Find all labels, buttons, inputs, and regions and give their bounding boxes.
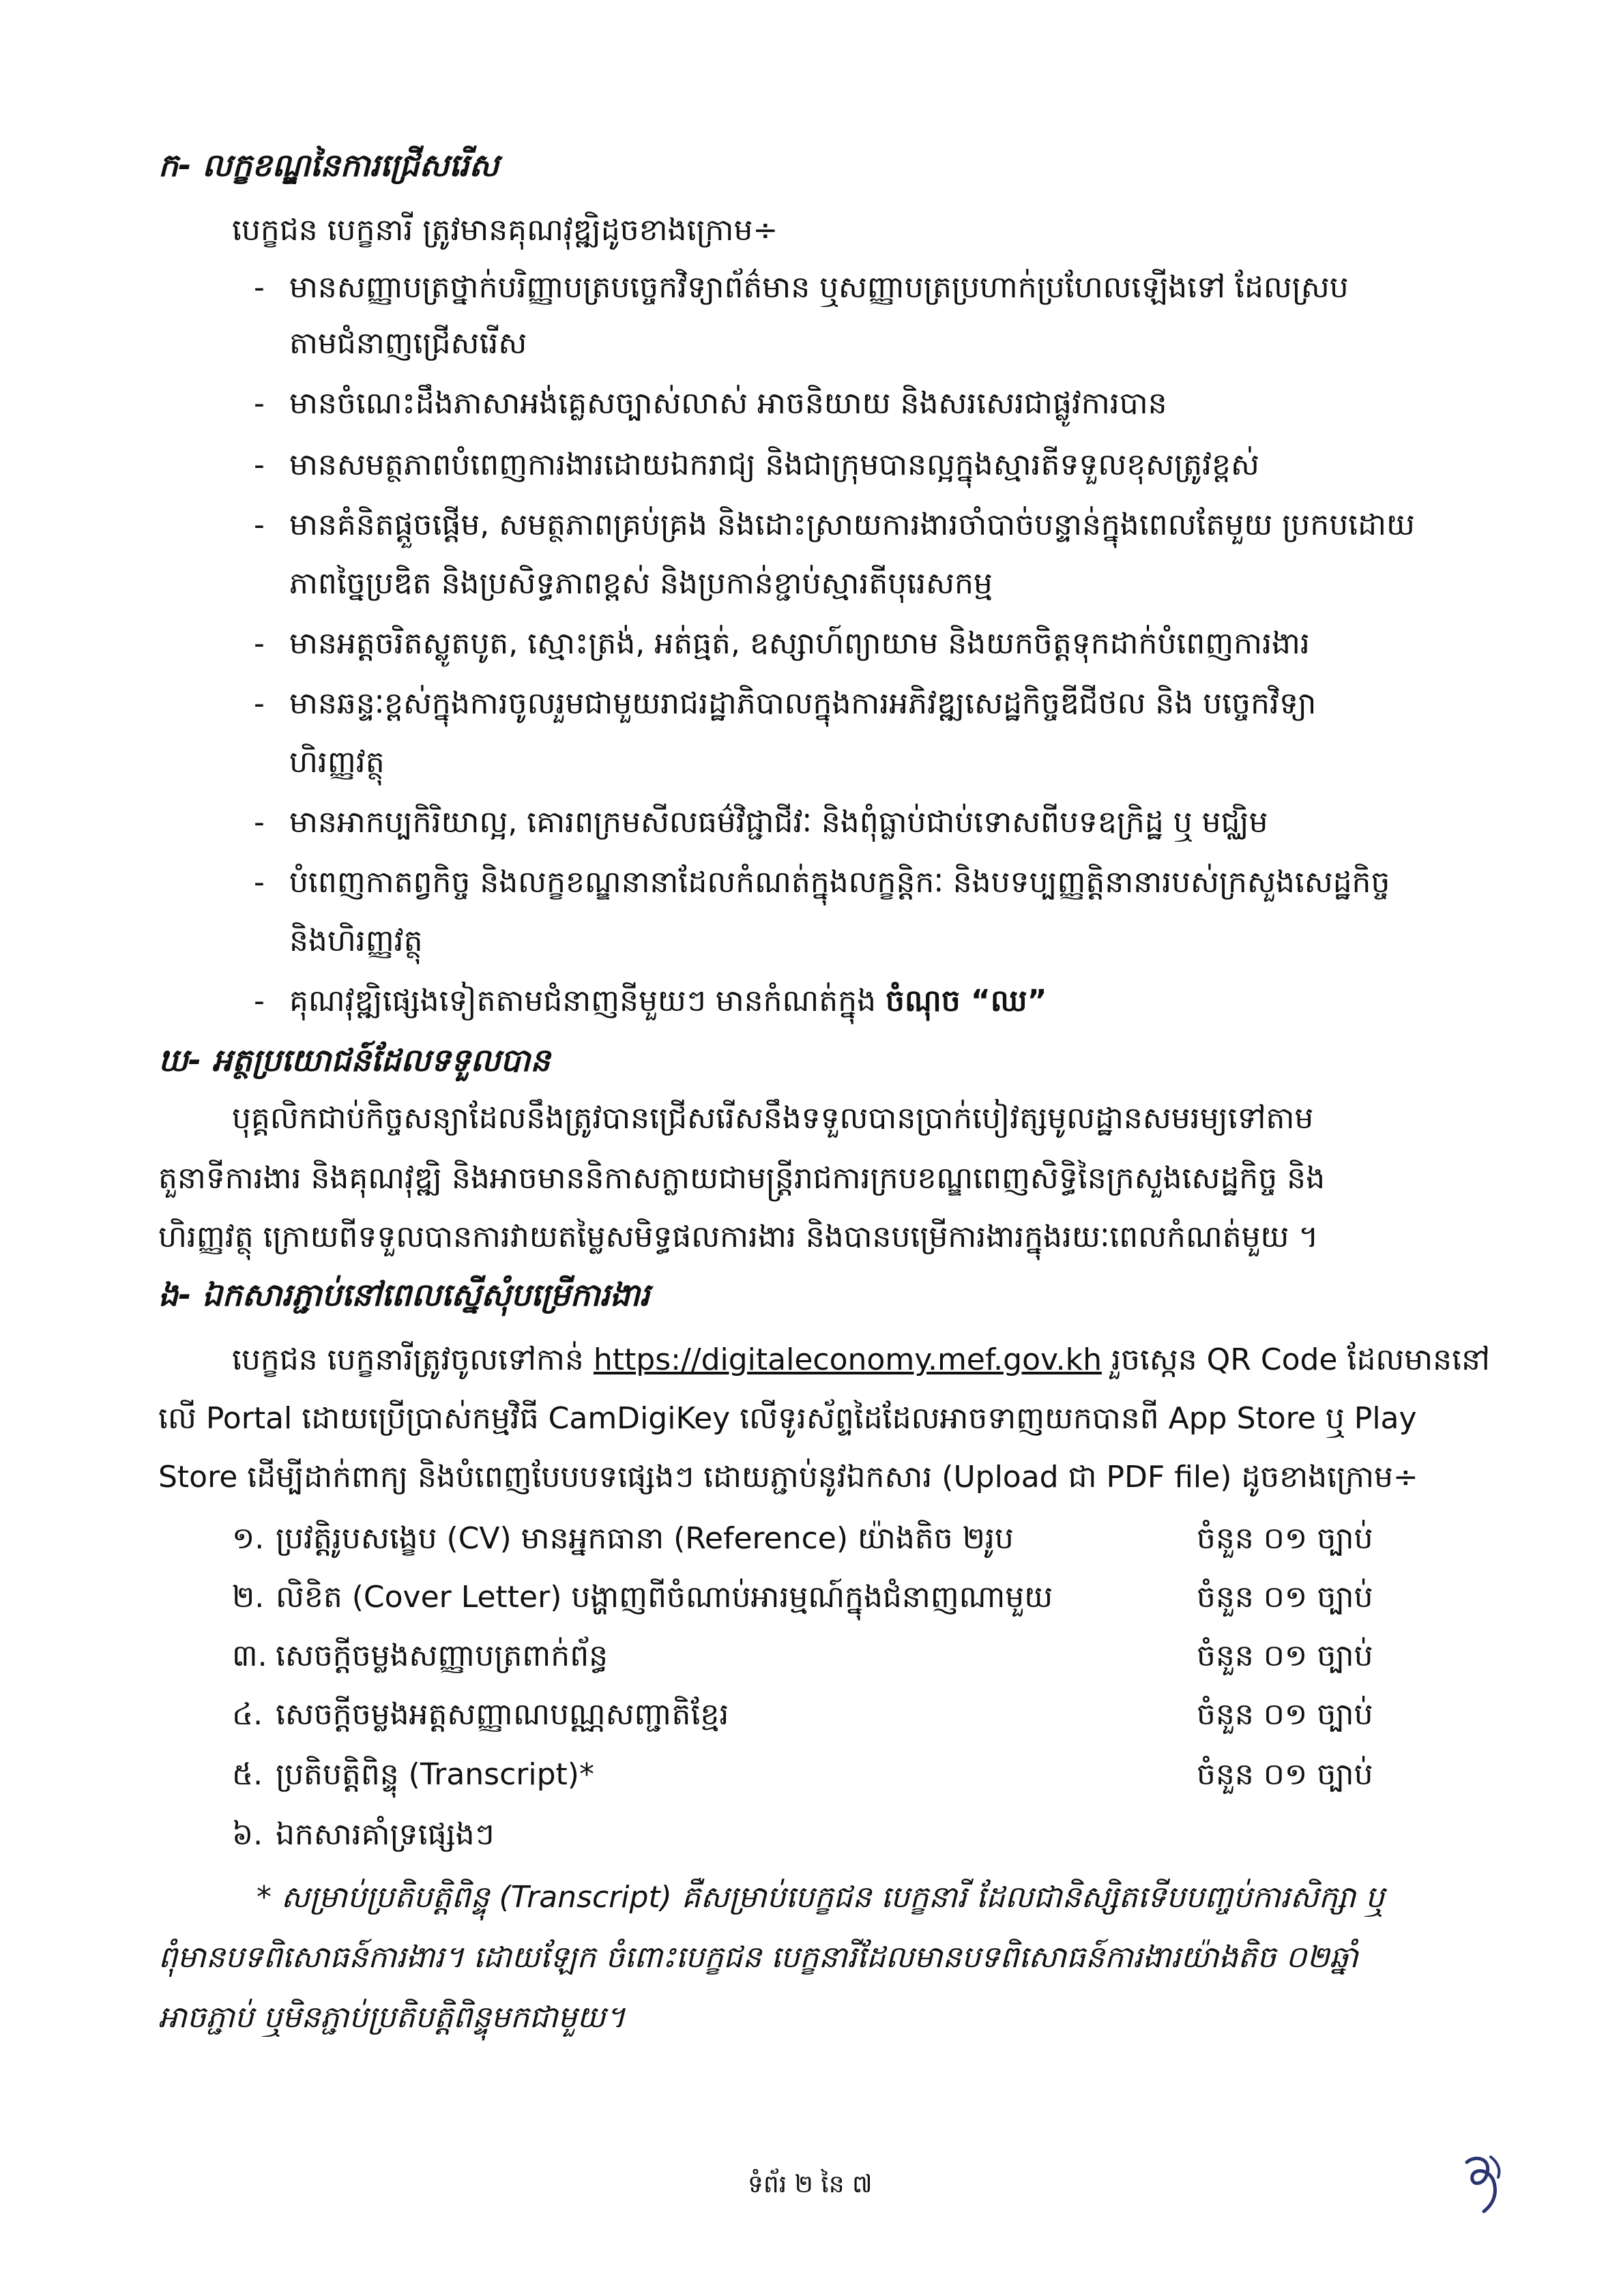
- bullet-line: តាមជំនាញជ្រើសរើស: [289, 326, 527, 361]
- intro-text: បេក្ខជន បេក្ខនារីត្រូវចូលទៅកាន់: [232, 1342, 584, 1377]
- bullet-line: មានគំនិតផ្តួចផ្តើម, សមត្ថភាពគ្រប់គ្រង និងដោះស្រាយការងារចាំបាច់បន្ទាន់ក្នុងពេលតែមួយ ប្រកបដោយ: [289, 507, 1415, 542]
- list-item-quantity: ចំនួន ០១ ច្បាប់: [1197, 1521, 1373, 1556]
- section-ngo-line: Store ដើម្បីដាក់ពាក្យ និងបំពេញបែបបទផ្សេងៗ ដោយភ្ជាប់នូវឯកសារ (Upload ជា PDF file) ដូចខាងក្រោម÷: [158, 1460, 1418, 1495]
- transcript-note-line: ពុំមានបទពិសោធន៍ការងារ។ ដោយឡែក ចំពោះបេក្ខជន បេក្ខនារីដែលមានបទពិសោធន៍ការងារយ៉ាងតិច ០២ឆ្នាំ: [158, 1940, 1358, 1975]
- page-number: ទំព័រ ២ នៃ ៧: [748, 2170, 873, 2198]
- bullet-line: [289, 981, 1047, 1022]
- bullet-dash: -: [254, 984, 265, 1018]
- list-item-text: លិខិត (Cover Letter) បង្ហាញពីចំណាប់អារម្មណ៍ក្នុងជំនាញណាមួយ: [276, 1580, 1053, 1615]
- bullet-line: មានអត្តចរិតស្លូតបូត, ស្មោះត្រង់, អត់ធ្មត់, ឧស្សាហ៍ព្យាយាម និងយកចិត្តទុកដាក់បំពេញការងារ: [289, 626, 1310, 661]
- section-ngo-heading: ង- ឯកសារភ្ជាប់នៅពេលស្នើសុំបម្រើការងារ: [158, 1276, 650, 1313]
- bullet-dash: -: [254, 447, 265, 482]
- section-kha-heading: ឃ- អត្ថប្រយោជន៍ដែលទទួលបាន: [158, 1042, 551, 1078]
- bullet-line: មានសញ្ញាបត្រថ្នាក់បរិញ្ញាបត្របច្ចេកវិទ្យាព័ត៌មាន ឬសញ្ញាបត្រប្រហាក់ប្រហែលឡើងទៅ ដែលស្រប: [289, 270, 1349, 305]
- list-item-number: ២.: [232, 1580, 265, 1615]
- transcript-note-line: * សម្រាប់ប្រតិបត្តិពិន្ទុ (Transcript) គឺសម្រាប់បេក្ខជន បេក្ខនារី ដែលជានិស្សិតទើបបញ្ចប់ការសិក្សា ឬ: [257, 1880, 1385, 1915]
- bullet-line: ហិរញ្ញវត្ថុ: [289, 745, 385, 780]
- section-ngo-intro: [232, 1340, 1490, 1381]
- section-kha-paragraph-line: បុគ្គលិកជាប់កិច្ចសន្យាដែលនឹងត្រូវបានជ្រើសរើសនឹងទទួលបានប្រាក់បៀវត្សមូលដ្ឋានសមរម្យទៅតាម: [232, 1101, 1314, 1136]
- list-item-text: សេចក្តីចម្លងសញ្ញាបត្រពាក់ព័ន្ធ: [276, 1638, 609, 1673]
- bullet-dash: -: [254, 805, 265, 840]
- list-item-number: ៣.: [232, 1638, 267, 1673]
- bullet-line: មានសមត្ថភាពបំពេញការងារដោយឯករាជ្យ និងជាក្រុមបានល្អក្នុងស្មារតីទទួលខុសត្រូវខ្ពស់: [289, 447, 1259, 482]
- intro-text: រួចស្កេន QR Code ដែលមាននៅ: [1111, 1342, 1490, 1377]
- bullet-dash: -: [254, 386, 265, 421]
- bullet-line: មានអាកប្បកិរិយាល្អ, គោរពក្រមសីលធម៌វិជ្ជាជីវៈ និងពុំធ្លាប់ជាប់ទោសពីបទឧក្រិដ្ឋ ឬ មជ្ឈិម: [289, 805, 1268, 840]
- bullet-dash: -: [254, 686, 265, 721]
- handwritten-initial-icon: [1453, 2149, 1515, 2217]
- transcript-note-line: អាចភ្ជាប់ ឬមិនភ្ជាប់ប្រតិបត្តិពិន្ទុមកជាមួយ។: [158, 2000, 626, 2035]
- list-item-quantity: ចំនួន ០១ ច្បាប់: [1197, 1757, 1373, 1792]
- bullet-line: ភាពច្នៃប្រឌិត និងប្រសិទ្ធភាពខ្ពស់ និងប្រកាន់ខ្ជាប់ស្មារតីបុរេសកម្ម: [289, 566, 993, 601]
- list-item-text: សេចក្តីចម្លងអត្តសញ្ញាណបណ្ណសញ្ជាតិខ្មែរ: [276, 1697, 729, 1732]
- section-ngo-line: លើ Portal ដោយប្រើប្រាស់កម្មវិធី CamDigiKey លើទូរស័ព្ទដៃដែលអាចទាញយកបានពី App Store ឬ Play: [158, 1401, 1417, 1436]
- list-item-number: ៦.: [232, 1817, 263, 1852]
- section-ka-heading: ក- លក្ខខណ្ឌនៃការជ្រើសរើស: [158, 147, 499, 183]
- list-item-quantity: ចំនួន ០១ ច្បាប់: [1197, 1697, 1373, 1732]
- bullet-dash: -: [254, 865, 265, 900]
- list-item-text: ប្រវត្តិរូបសង្ខេប (CV) មានអ្នកធានា (Reference) យ៉ាងតិច ២រូប: [276, 1521, 1014, 1556]
- portal-link[interactable]: https://digitaleconomy.mef.gov.kh: [593, 1342, 1102, 1377]
- list-item-number: ៥.: [232, 1757, 263, 1792]
- list-item-text: ប្រតិបត្តិពិន្ទុ (Transcript)*: [276, 1757, 594, 1792]
- bullet-line: និងហិរញ្ញវត្ថុ: [289, 924, 423, 958]
- bullet-dash: -: [254, 507, 265, 542]
- section-kha-paragraph-line: តួនាទីការងារ និងគុណវុឌ្ឍិ និងអាចមាននិកាសក្លាយជាមន្ត្រីរាជការក្របខណ្ឌពេញសិទ្ធិនៃក្រសួងសេដ្ឋកិច្ច និង: [158, 1161, 1326, 1196]
- section-ka-intro: បេក្ខជន បេក្ខនារី ត្រូវមានគុណវុឌ្ឍិដូចខាងក្រោម÷: [232, 213, 778, 248]
- list-item-quantity: ចំនួន ០១ ច្បាប់: [1197, 1580, 1373, 1615]
- list-item-text: ឯកសារគាំទ្រផ្សេងៗ: [276, 1817, 495, 1852]
- bullet-line: មានចំណេះដឹងភាសាអង់គ្លេសច្បាស់លាស់ អាចនិយាយ និងសរសេរជាផ្លូវការបាន: [289, 386, 1167, 421]
- list-item-number: ៤.: [232, 1697, 263, 1732]
- bullet-bold-reference: ចំណុច “ឈ”: [886, 984, 1047, 1018]
- list-item-quantity: ចំនួន ០១ ច្បាប់: [1197, 1638, 1373, 1673]
- list-item-number: ១.: [232, 1521, 265, 1556]
- section-kha-paragraph-line: ហិរញ្ញវត្ថុ ក្រោយពីទទួលបានការវាយតម្លៃសមិទ្ធផលការងារ និងបានបម្រើការងារក្នុងរយៈពេលកំណត់មួយ ។: [158, 1220, 1319, 1254]
- bullet-line: បំពេញកាតព្វកិច្ច និងលក្ខខណ្ឌនានាដែលកំណត់ក្នុងលក្ខន្តិកៈ និងបទប្បញ្ញត្តិនានារបស់ក្រសួងសេដ្ឋកិច្ច: [289, 865, 1390, 900]
- bullet-dash: -: [254, 270, 265, 305]
- bullet-line: មានឆន្ទៈខ្ពស់ក្នុងការចូលរួមជាមួយរាជរដ្ឋាភិបាលក្នុងការអភិវឌ្ឍសេដ្ឋកិច្ចឌីជីថល និង បច្ចេកវិទ្យា: [289, 686, 1317, 721]
- bullet-text: គុណវុឌ្ឍិផ្សេងទៀតតាមជំនាញនីមួយៗ មានកំណត់ក្នុង: [289, 984, 877, 1018]
- bullet-dash: -: [254, 626, 265, 661]
